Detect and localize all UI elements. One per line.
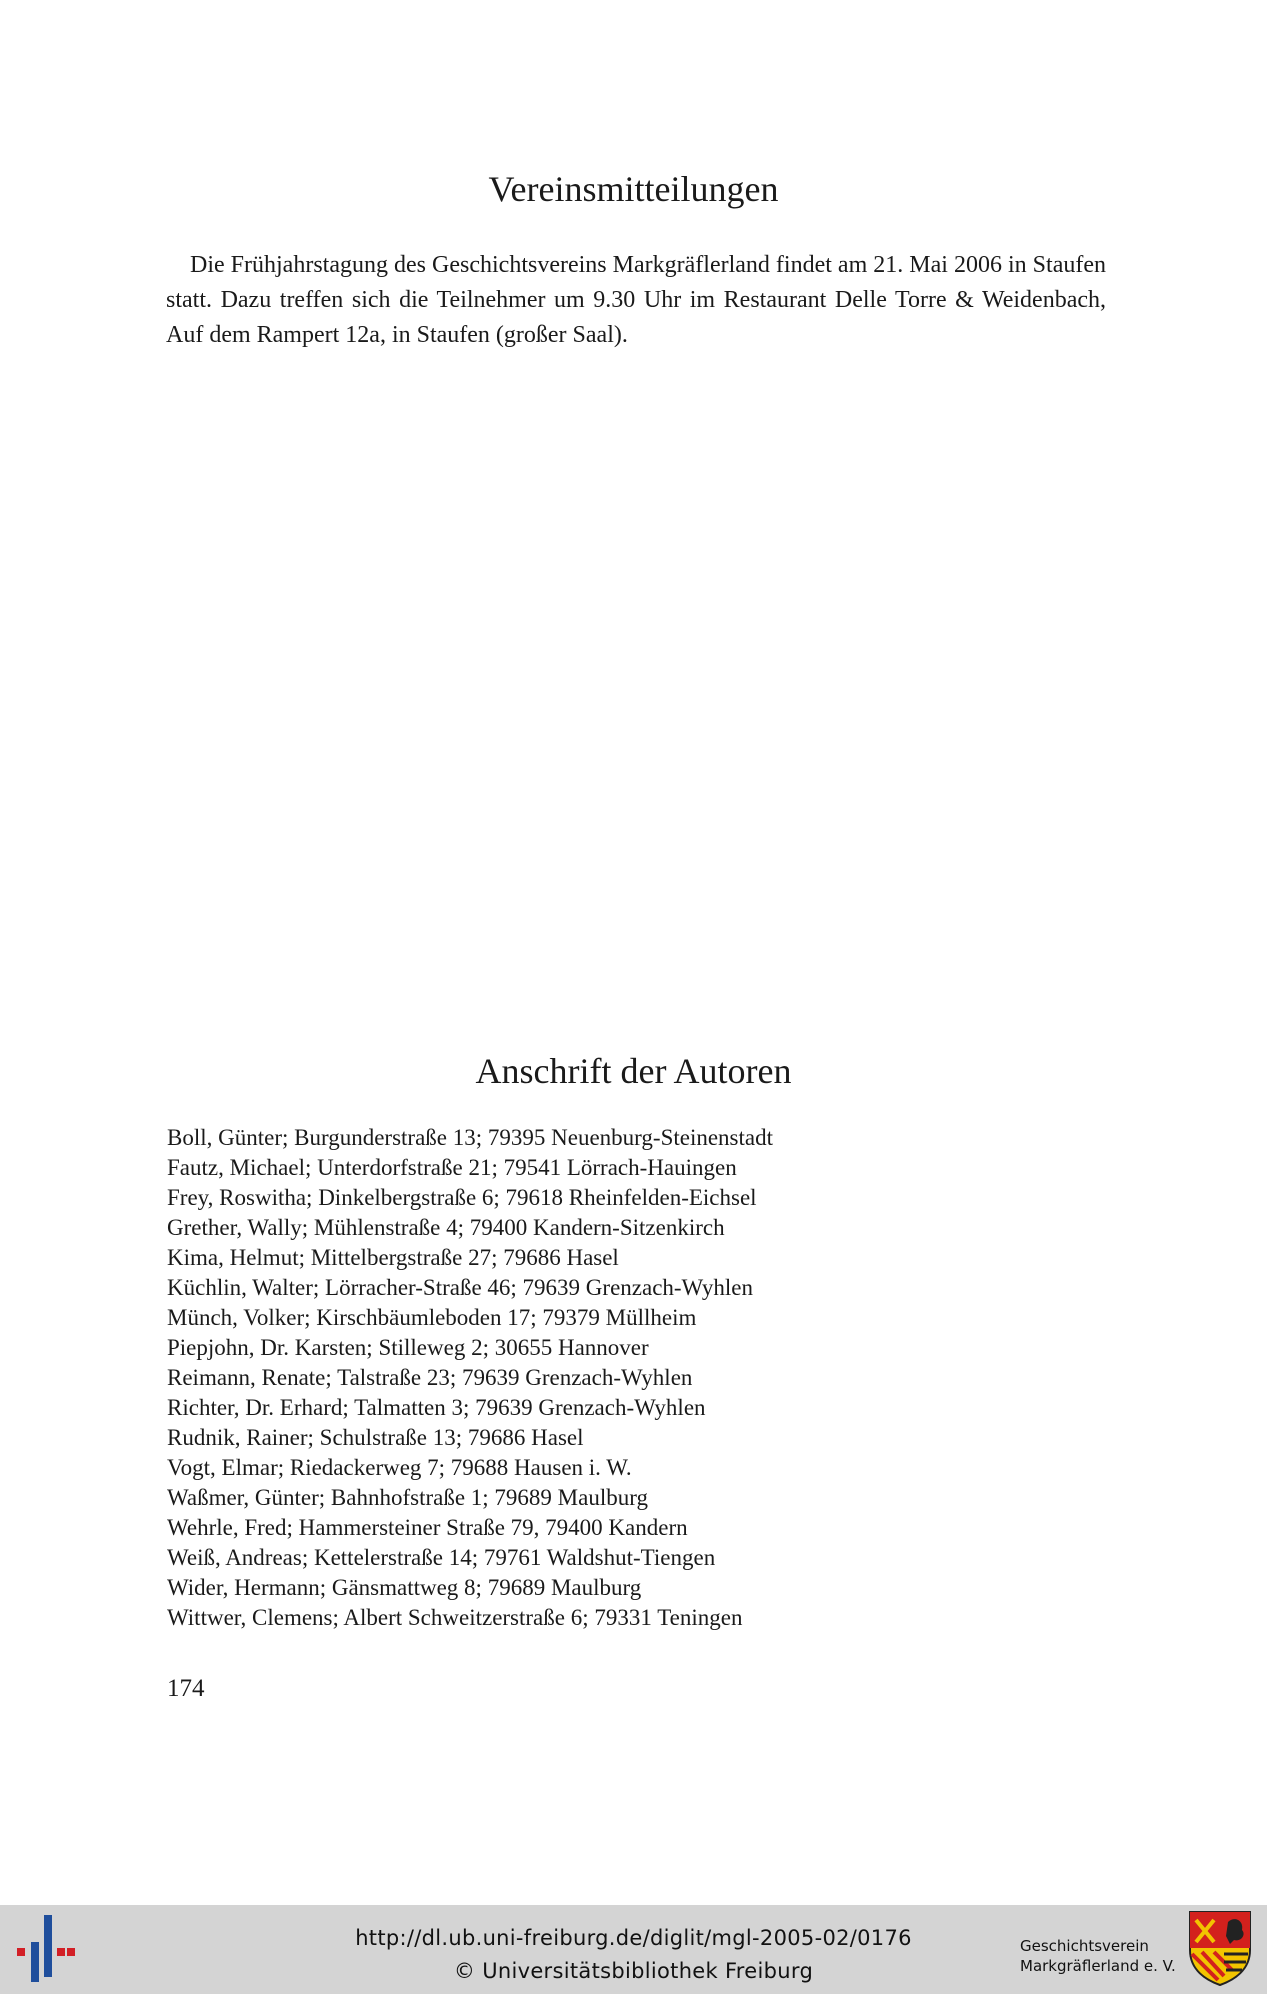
author-entry: Reimann, Renate; Talstraße 23; 79639 Grenzach-Wyhlen	[167, 1365, 693, 1390]
author-entry: Weiß, Andreas; Kettelerstraße 14; 79761 Waldshut-Tiengen	[167, 1545, 716, 1570]
author-entry: Grether, Wally; Mühlenstraße 4; 79400 Kandern-Sitzenkirch	[167, 1215, 725, 1240]
author-entry: Vogt, Elmar; Riedackerweg 7; 79688 Hausen i. W.	[167, 1455, 632, 1480]
society-name-line1: Geschichtsverein	[1020, 1937, 1149, 1955]
author-entry: Boll, Günter; Burgunderstraße 13; 79395 Neuenburg-Steinenstadt	[167, 1125, 773, 1150]
ub-freiburg-logo-icon[interactable]	[17, 1912, 79, 1982]
author-entry: Richter, Dr. Erhard; Talmatten 3; 79639 Grenzach-Wyhlen	[167, 1395, 706, 1420]
author-entry: Münch, Volker; Kirschbäumleboden 17; 79379 Müllheim	[167, 1305, 697, 1330]
author-entry: Fautz, Michael; Unterdorfstraße 21; 79541 Lörrach-Hauingen	[167, 1155, 737, 1180]
section-title-authors: Anschrift der Autoren	[475, 1051, 792, 1091]
author-entry: Küchlin, Walter; Lörracher-Straße 46; 79639 Grenzach-Wyhlen	[167, 1275, 753, 1300]
author-address-list	[167, 1123, 773, 1633]
society-name-line2: Markgräflerland e. V.	[1020, 1957, 1176, 1975]
coat-of-arms-icon	[1188, 1910, 1252, 1986]
author-entry: Rudnik, Rainer; Schulstraße 13; 79686 Hasel	[167, 1425, 584, 1450]
source-url-link[interactable]: http://dl.ub.uni-freiburg.de/diglit/mgl-2005-02/0176	[355, 1926, 912, 1950]
society-name	[1020, 1936, 1180, 1976]
page-number: 174	[167, 1675, 205, 1702]
author-entry: Frey, Roswitha; Dinkelbergstraße 6; 79618 Rheinfelden-Eichsel	[167, 1185, 757, 1210]
copyright-notice: © Universitätsbibliothek Freiburg	[453, 1959, 814, 1983]
announcement-paragraph: Die Frühjahrstagung des Geschichtsvereins Markgräflerland findet am 21. Mai 2006 in Staufen statt. Dazu treffen sich die Teilnehmer um 9.30 Uhr im Restaurant Delle Torre & Weidenbach, Auf dem Rampert 12a, in Staufen (großer Saal).	[166, 252, 1106, 348]
author-entry: Waßmer, Günter; Bahnhofstraße 1; 79689 Maulburg	[167, 1485, 648, 1510]
author-entry: Kima, Helmut; Mittelbergstraße 27; 79686 Hasel	[167, 1245, 619, 1270]
author-entry: Wider, Hermann; Gänsmattweg 8; 79689 Maulburg	[167, 1575, 642, 1600]
author-entry: Wittwer, Clemens; Albert Schweitzerstraße 6; 79331 Teningen	[167, 1605, 743, 1630]
author-entry: Piepjohn, Dr. Karsten; Stilleweg 2; 30655 Hannover	[167, 1335, 649, 1360]
section-title-vereinsmitteilungen: Vereinsmitteilungen	[488, 169, 779, 209]
author-entry: Wehrle, Fred; Hammersteiner Straße 79, 79400 Kandern	[167, 1515, 688, 1540]
